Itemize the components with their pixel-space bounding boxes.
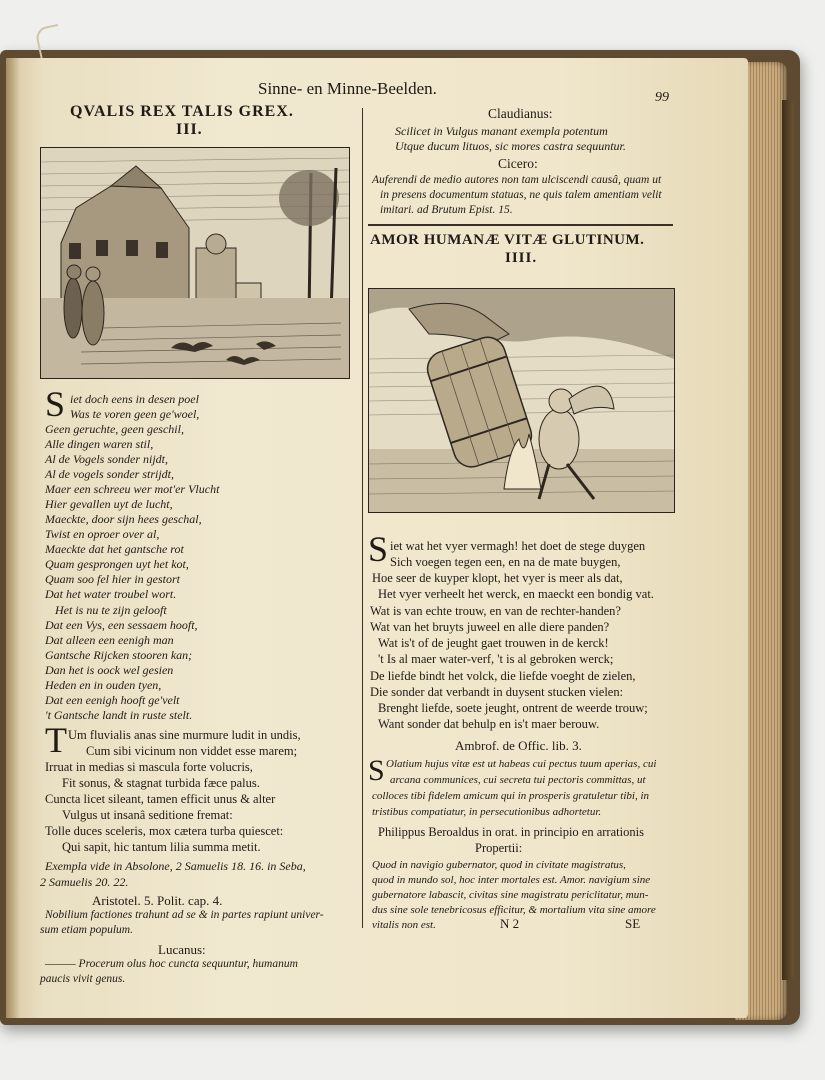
- latin-line: Irruat in medias si masculа forte volucris,: [45, 760, 253, 774]
- beroaldus-heading: Philippus Beroaldus in orat. in principio en arrationis: [378, 825, 644, 839]
- page-number: 99: [655, 90, 669, 105]
- poem-line: Hier gevallen uyt de lucht,: [45, 497, 173, 511]
- ambrose-quote: tristibus compatiatur, in persecutionibus adhortetur.: [372, 806, 602, 818]
- exempla-note: Exempla vide in Absolone, 2 Samuelis 18. 16. in Seba,: [45, 859, 306, 873]
- beroaldus-quote: vitalis non est.: [372, 919, 436, 931]
- latin-line: Tolle duces sceleris, mox cætera turba quiescet:: [45, 824, 284, 838]
- poem-line: Maer een schreeu wer mot'er Vlucht: [45, 482, 220, 496]
- exempla-note: 2 Samuelis 20. 22.: [40, 875, 129, 889]
- poem-line: Hoe seer de kuyper klopt, het vyer is meer als dat,: [372, 571, 623, 585]
- poem-line: iet wat het vyer vermagh! het doet de stege duygen: [390, 539, 646, 553]
- lucanus-heading: Lucanus:: [158, 942, 206, 957]
- poem-line: Dat het water troubel wort.: [45, 587, 177, 601]
- poem-line: Dat een Vys, een sessaem hooft,: [45, 618, 198, 632]
- aristotle-heading: Aristotel. 5. Polit. cap. 4.: [92, 893, 223, 908]
- poem-line: Want sonder dat behulp en is't maer berouw.: [378, 717, 600, 731]
- ambrose-quote: Olatium hujus vitæ est ut habeas cui pectus tuum aperias, cui: [386, 758, 657, 770]
- poem-line: Was te voren geen ge'woel,: [70, 407, 200, 421]
- poem-line: Die sonder dat verbandt in duysent stucken vielen:: [370, 685, 624, 699]
- latin-line: Cum sibi vicinum non viddet esse marem;: [86, 744, 298, 758]
- cicero-quote: in presens documentum statuas, ne quis talem amentiam velit: [380, 189, 662, 201]
- drop-cap-ambrose: S: [368, 754, 385, 787]
- cicero-quote: Auferendi de medio autores non tam ulciscendi causâ, quam ut: [372, 174, 662, 186]
- beroaldus-quote: Quod in navigio gubernator, quod in civitate magistratus,: [372, 859, 626, 871]
- beroaldus-quote: quod in mundo sol, hoc inter mortales est. Amor. navigium sine: [372, 874, 651, 886]
- running-head: Sinne- en Minne-Beelden.: [258, 79, 437, 98]
- ambrose-heading: Ambrof. de Offic. lib. 3.: [455, 738, 582, 753]
- beroaldus-quote: dus sine sole tenebricosus efficitur, & mortalium vita sine amore: [372, 904, 656, 916]
- poem-line: Al de vogels sonder strijdt,: [45, 467, 174, 481]
- latin-line: Fit sonus, & stagnat turbida fæce palus.: [62, 776, 260, 790]
- poem-line: Brenght liefde, soete jeught, ontrent de weerde trouw;: [378, 701, 648, 715]
- aristotle-quote: Nobilium factiones trahunt ad se & in partes rapiunt univer-: [45, 909, 324, 921]
- poem-line: 't Is al maer water-verf, 't is al gebroken werck;: [378, 652, 614, 666]
- emblem-number-right: IIII.: [505, 250, 538, 266]
- poem-line: Dat alleen een eenigh man: [45, 633, 174, 647]
- signature-mark: N 2: [500, 916, 520, 931]
- poem-line: Quam gesprongen uyt het kot,: [45, 557, 189, 571]
- poem-line: 't Gantsche landt in ruste stelt.: [45, 708, 193, 722]
- poem-line: Het is nu te zijn gelooft: [55, 603, 167, 617]
- latin-line: Qui sapit, hic tantum lilia summa metit.: [62, 840, 261, 854]
- ambrose-quote: arcana communices, cui secreta tui pectoris committas, ut: [390, 774, 646, 786]
- engraving-cupid-barrel: [368, 288, 675, 513]
- book-spine: [782, 100, 794, 980]
- claudianus-heading: Claudianus:: [488, 106, 553, 121]
- lucanus-quote: ——— Procerum olus hoc cuncta sequuntur, humanum: [45, 958, 298, 970]
- drop-cap-left-latin: T: [45, 720, 67, 760]
- latin-line: Cuncta licet sileant, tamen efficit unus & alter: [45, 792, 276, 806]
- poem-line: Geen geruchte, geen geschil,: [45, 422, 184, 436]
- poem-line: Wat van het bruyts juweel en alle diere panden?: [370, 620, 610, 634]
- poem-line: Heden en in ouden tyen,: [45, 678, 162, 692]
- cicero-quote: imitari. ad Brutum Epist. 15.: [380, 204, 513, 216]
- poem-line: Quam soo fel hier in gestort: [45, 572, 180, 586]
- poem-line: Wat is't of de jeught gaet trouwen in de kerck!: [378, 636, 609, 650]
- ambrose-quote: colloces tibi fidelem amicum qui in prosperis gratuletur tibi, in: [372, 790, 650, 802]
- engraving-ducks-pond: [40, 147, 350, 379]
- emblem-title-left: QVALIS REX TALIS GREX.: [70, 103, 294, 120]
- poem-line: Maeckte dat het gantsche rot: [45, 542, 184, 556]
- cicero-heading: Cicero:: [498, 156, 538, 171]
- poem-line: Wat is van echte trouw, en van de rechter-handen?: [370, 604, 621, 618]
- poem-line: iet doch eens in desen poel: [70, 392, 199, 406]
- poem-line: Dat een eenigh hooft ge'velt: [45, 693, 180, 707]
- lucanus-quote: paucis vivit genus.: [40, 973, 126, 985]
- claudianus-quote: Scilicet in Vulgus manant exempla potentum: [395, 124, 608, 138]
- poem-line: Alle dingen waren stil,: [45, 437, 154, 451]
- beroaldus-quote: gubernatore labascit, civitas sine magistratu periclitatur, mun-: [372, 889, 649, 901]
- claudianus-quote: Utque ducum lituos, sic mores castra sequuntur.: [395, 139, 626, 153]
- poem-line: De liefde bindt het volck, die liefde voeght de zielen,: [370, 669, 636, 683]
- poem-line: Al de Vogels sonder nijdt,: [45, 452, 168, 466]
- beroaldus-heading: Propertii:: [475, 841, 523, 855]
- poem-line: Sich voegen tegen een, en na de mate buygen,: [390, 555, 621, 569]
- emblem-title-right: AMOR HUMANÆ VITÆ GLUTINUM.: [370, 232, 645, 248]
- engraving-cupid-barrel-art: [369, 289, 674, 512]
- emblem-number-left: III.: [176, 121, 203, 138]
- column-divider: [362, 108, 363, 928]
- section-rule: [368, 224, 673, 226]
- poem-line: Dan het is oock wel gesien: [45, 663, 174, 677]
- poem-line: Maeckte, door sijn hees geschal,: [45, 512, 202, 526]
- page-gutter: [6, 58, 20, 1018]
- engraving-ducks-pond-art: [41, 148, 349, 378]
- poem-line: Het vyer verheelt het werck, en maeckt een bondig vat.: [378, 587, 654, 601]
- latin-line: Vulgus ut insanâ seditione fremat:: [62, 808, 233, 822]
- poem-line: Twist en oproer over al,: [45, 527, 160, 541]
- latin-line: Um fluvialis anas sine murmure ludit in undis,: [68, 728, 301, 742]
- poem-line: Gantsche Rijcken stooren kan;: [45, 648, 193, 662]
- drop-cap-right-poem: S: [368, 529, 389, 569]
- drop-cap-left-poem: S: [45, 384, 66, 424]
- aristotle-quote: sum etiam populum.: [40, 924, 133, 936]
- catchword: SE: [625, 916, 641, 931]
